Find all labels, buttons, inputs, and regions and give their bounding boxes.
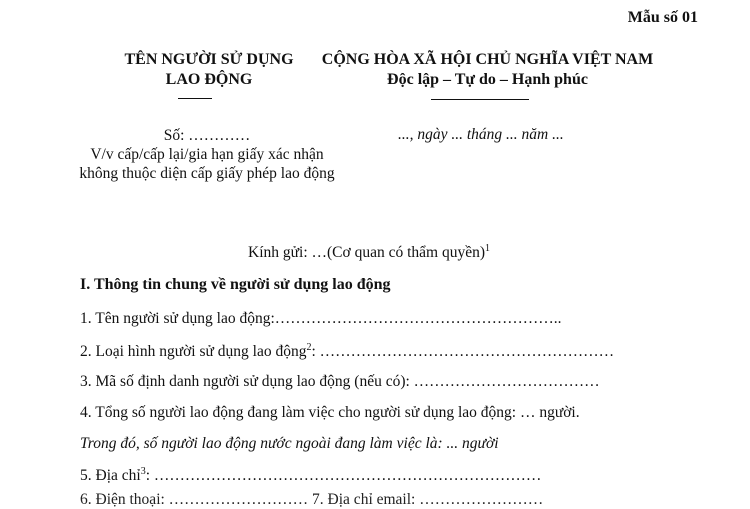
footnote-marker: 1 xyxy=(485,243,491,254)
list-item: 4. Tổng số người lao động đang làm việc cho người sử dụng lao động: … người. xyxy=(80,404,580,421)
list-item: Trong đó, số người lao động nước ngoài đang làm việc là: ... người xyxy=(80,435,499,452)
footnote-marker: 2 xyxy=(306,342,312,353)
date-line: ..., ngày ... tháng ... năm ... xyxy=(398,126,564,143)
employer-header xyxy=(95,50,323,90)
national-header-divider xyxy=(431,99,529,100)
form-number: Mẫu số 01 xyxy=(627,9,698,26)
employer-header-line1: TÊN NGƯỜI SỬ DỤNG xyxy=(124,51,294,68)
section-title: I. Thông tin chung về người sử dụng lao động xyxy=(80,276,391,293)
national-motto: Độc lập – Tự do – Hạnh phúc xyxy=(387,71,588,88)
list-item: 2. Loại hình người sử dụng lao động$^2$: ………………………………………………… xyxy=(80,342,615,361)
list-item-partial: 6. Điện thoại: ……………………… 7. Địa chỉ email: …………………… xyxy=(80,491,544,508)
document-subject: V/v cấp/cấp lại/gia hạn giấy xác nhận không thuộc diện cấp giấy phép lao động xyxy=(79,146,335,182)
national-header xyxy=(300,50,675,90)
list-item: 1. Tên người sử dụng lao động:……………………………………………….. xyxy=(80,310,562,327)
recipient-text: Kính gửi: …(Cơ quan có thẩm quyền) xyxy=(248,244,486,262)
recipient-line xyxy=(248,243,490,262)
document-reference xyxy=(78,126,336,183)
list-item: 5. Địa chỉ$^3$: ………………………………………………………………… xyxy=(80,466,542,485)
employer-header-divider xyxy=(178,98,212,99)
employer-header-line2: LAO ĐỘNG xyxy=(165,71,253,88)
list-item: 3. Mã số định danh người sử dụng lao động (nếu có): ……………………………… xyxy=(80,373,600,390)
document-number: Số: ………… xyxy=(163,127,251,144)
national-title: CỘNG HÒA XÃ HỘI CHỦ NGHĨA VIỆT NAM xyxy=(321,51,654,68)
footnote-marker: 3 xyxy=(140,466,146,477)
